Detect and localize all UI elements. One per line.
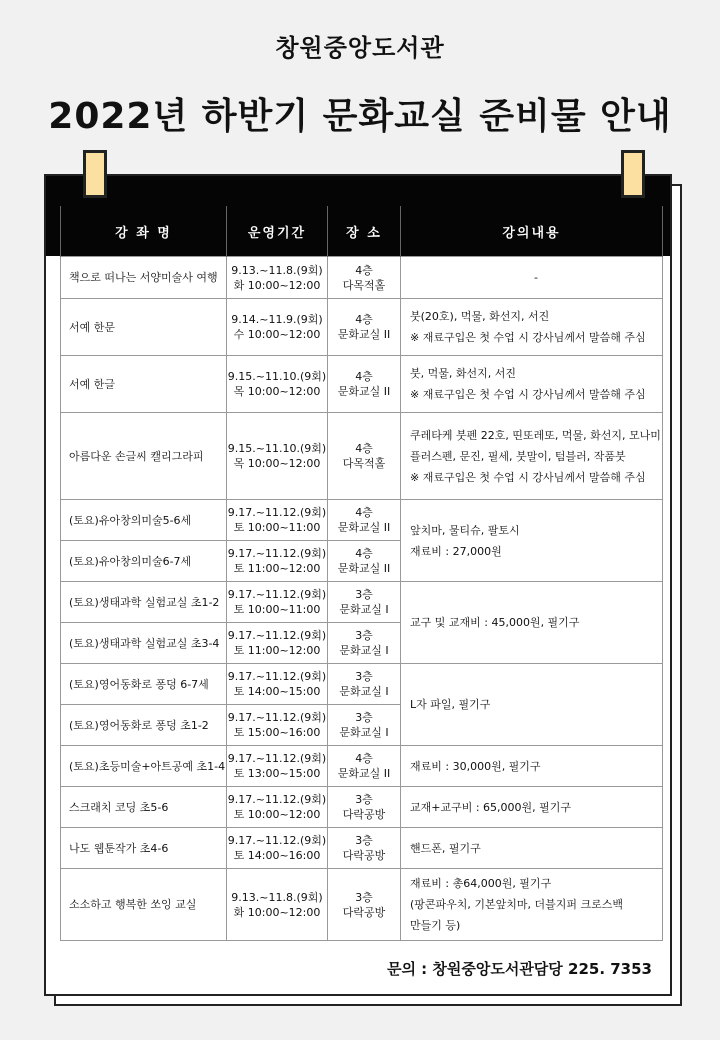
class-table: [60, 206, 663, 941]
course-name: (토요)초등미술+아트공예 초1-4: [61, 746, 227, 787]
header-content: 강의내용: [401, 206, 663, 257]
table-row: [61, 413, 663, 500]
course-place: 4층 문화교실 II: [328, 746, 401, 787]
course-name: (토요)영어동화로 퐁덩 6-7세: [61, 664, 227, 705]
course-name: (토요)유아창의미술5-6세: [61, 500, 227, 541]
course-content: -: [401, 257, 663, 299]
course-place: 3층 다락공방: [328, 787, 401, 828]
right-paper-clip: [621, 150, 645, 198]
course-place: 4층 문화교실 II: [328, 500, 401, 541]
course-place: 3층 문화교실 I: [328, 664, 401, 705]
page-title: 2022년 하반기 문화교실 준비물 안내: [48, 96, 672, 137]
header-course: 강 좌 명: [61, 206, 227, 257]
course-name: (토요)생태과학 실험교실 초1-2: [61, 582, 227, 623]
header-period: 운영기간: [227, 206, 328, 257]
table-row: [61, 664, 663, 705]
course-content: 재료비 : 총64,000원, 필기구 (팡콘파우치, 기본앞치마, 더블지퍼 크로스백 만들기 등): [401, 869, 663, 941]
library-name: 창원중앙도서관: [275, 34, 445, 62]
course-name: 서예 한문: [61, 299, 227, 356]
course-name: (토요)영어동화로 퐁덩 초1-2: [61, 705, 227, 746]
course-period: 9.15.~11.10.(9회) 목 10:00~12:00: [227, 413, 328, 500]
course-period: 9.17.~11.12.(9회) 토 14:00~15:00: [227, 664, 328, 705]
course-period: 9.17.~11.12.(9회) 토 14:00~16:00: [227, 828, 328, 869]
header-place: 장 소: [328, 206, 401, 257]
course-place: 4층 다목적홀: [328, 257, 401, 299]
course-name: (토요)유아창의미술6-7세: [61, 541, 227, 582]
left-paper-clip: [83, 150, 107, 198]
course-period: 9.13.~11.8.(9회) 화 10:00~12:00: [227, 257, 328, 299]
course-period: 9.17.~11.12.(9회) 토 11:00~12:00: [227, 623, 328, 664]
course-content: 핸드폰, 필기구: [401, 828, 663, 869]
course-name: 책으로 떠나는 서양미술사 여행: [61, 257, 227, 299]
course-name: 나도 웹툰작가 초4-6: [61, 828, 227, 869]
table-row: [61, 787, 663, 828]
table-row: [61, 299, 663, 356]
course-content: 앞치마, 물티슈, 팔토시 재료비 : 27,000원: [401, 500, 663, 582]
table-row: [61, 746, 663, 787]
course-content: 재료비 : 30,000원, 필기구: [401, 746, 663, 787]
course-content: L자 파일, 필기구: [401, 664, 663, 746]
course-place: 4층 문화교실 II: [328, 541, 401, 582]
course-place: 4층 문화교실 II: [328, 356, 401, 413]
course-period: 9.17.~11.12.(9회) 토 15:00~16:00: [227, 705, 328, 746]
course-period: 9.13.~11.8.(9회) 화 10:00~12:00: [227, 869, 328, 941]
table-header-row: [61, 206, 663, 257]
course-place: 3층 다락공방: [328, 828, 401, 869]
course-content: 교재+교구비 : 65,000원, 필기구: [401, 787, 663, 828]
table-row: [61, 500, 663, 541]
course-name: 스크래치 코딩 초5-6: [61, 787, 227, 828]
course-period: 9.17.~11.12.(9회) 토 11:00~12:00: [227, 541, 328, 582]
course-place: 3층 문화교실 I: [328, 623, 401, 664]
course-name: (토요)생태과학 실험교실 초3-4: [61, 623, 227, 664]
course-name: 서예 한글: [61, 356, 227, 413]
course-period: 9.17.~11.12.(9회) 토 13:00~15:00: [227, 746, 328, 787]
course-period: 9.15.~11.10.(9회) 목 10:00~12:00: [227, 356, 328, 413]
course-period: 9.14.~11.9.(9회) 수 10:00~12:00: [227, 299, 328, 356]
course-content: 교구 및 교재비 : 45,000원, 필기구: [401, 582, 663, 664]
course-content: 붓, 먹물, 화선지, 서진 ※ 재료구입은 첫 수업 시 강사님께서 말씀해 주심: [401, 356, 663, 413]
course-period: 9.17.~11.12.(9회) 토 10:00~11:00: [227, 500, 328, 541]
table-row: [61, 869, 663, 941]
course-content: 붓(20호), 먹물, 화선지, 서진 ※ 재료구입은 첫 수업 시 강사님께서 말씀해 주심: [401, 299, 663, 356]
notice-panel: [44, 174, 672, 996]
table-row: [61, 828, 663, 869]
table-row: [61, 257, 663, 299]
table-row: [61, 356, 663, 413]
table-row: [61, 582, 663, 623]
course-name: 소소하고 행복한 쏘잉 교실: [61, 869, 227, 941]
course-period: 9.17.~11.12.(9회) 토 10:00~12:00: [227, 787, 328, 828]
course-content: 쿠레타케 붓펜 22호, 띤또레또, 먹물, 화선지, 모나미 플러스펜, 문진, 필세, 붓말이, 텀블러, 작품붓 ※ 재료구입은 첫 수업 시 강사님께서 말씀해 주심: [401, 413, 663, 500]
course-name: 아름다운 손글씨 캘리그라피: [61, 413, 227, 500]
course-place: 3층 다락공방: [328, 869, 401, 941]
course-place: 3층 문화교실 I: [328, 705, 401, 746]
contact-info: 문의 : 창원중앙도서관담당 225. 7353: [386, 960, 652, 978]
course-place: 3층 문화교실 I: [328, 582, 401, 623]
course-place: 4층 다목적홀: [328, 413, 401, 500]
course-place: 4층 문화교실 II: [328, 299, 401, 356]
course-period: 9.17.~11.12.(9회) 토 10:00~11:00: [227, 582, 328, 623]
